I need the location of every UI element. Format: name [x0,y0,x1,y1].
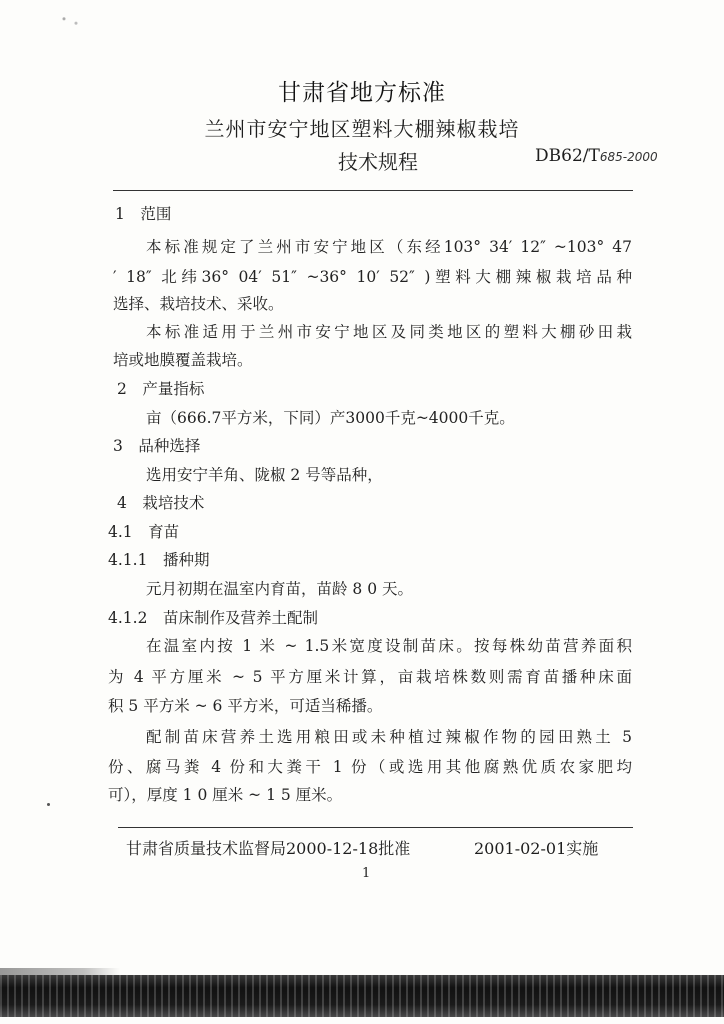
scan-noise [55,10,85,32]
section-2-paragraph: 亩（666.7平方米，下同）产3000千克~4000千克。 [146,409,515,427]
section-4-1-heading: 4.1 育苗 [108,523,180,541]
document-title: 甘肃省地方标准 [278,80,446,106]
section-4-1-1-heading: 4.1.1 播种期 [108,551,210,569]
standard-code [535,146,658,166]
section-4-1-2-paragraph-1-line-2: 为 4 平方厘米 ~ 5 平方厘米计算，亩栽培株数则需育苗播种床面 [108,668,632,686]
standard-code-handwritten: 685-2000 [599,150,658,164]
section-1-paragraph-1-line-3: 选择、栽培技术、采收。 [113,295,284,313]
section-3-paragraph: 选用安宁羊角、陇椒 2 号等品种， [146,466,383,484]
approval-text: 甘肃省质量技术监督局2000-12-18批准 [126,839,411,858]
footer-divider [118,827,633,828]
section-4-1-2-paragraph-2-line-3: 可），厚度 1 0 厘米 ~ 1 5 厘米。 [108,786,343,804]
section-1-paragraph-1-line-1: 本标准规定了兰州市安宁地区（东经103° 34′ 12″ ~103° 47 [146,238,632,256]
section-2-heading: 2 产量指标 [117,380,205,398]
section-1-paragraph-2-line-2: 培或地膜覆盖栽培。 [113,351,253,369]
scan-bottom-band [0,975,724,1017]
header-divider [113,190,633,191]
section-4-1-2-paragraph-1-line-3: 积 5 平方米 ~ 6 平方米，可适当稀播。 [108,697,383,715]
section-1-paragraph-1-line-2: ′ 18″ 北纬36° 04′ 51″ ~36° 10′ 52″ )塑料大棚辣椒栽培品种 [113,268,632,286]
section-4-1-2-paragraph-2-line-2: 份、腐马粪 4 份和大粪干 1 份（或选用其他腐熟优质农家肥均 [108,758,632,776]
scan-speck [47,803,50,806]
section-4-heading: 4 栽培技术 [117,494,205,512]
section-4-1-2-heading: 4.1.2 苗床制作及营养土配制 [108,609,318,627]
section-4-1-1-paragraph: 元月初期在温室内育苗，苗龄 8 0 天。 [146,580,414,598]
implementation-text: 2001-02-01实施 [474,839,599,858]
page-number: 1 [362,866,371,881]
standard-code-prefix: DB62/T [535,146,600,166]
section-3-heading: 3 品种选择 [113,437,201,455]
section-4-1-2-paragraph-2-line-1: 配制苗床营养土选用粮田或未种植过辣椒作物的园田熟土 5 [146,728,632,746]
document-subtitle-line1: 兰州市安宁地区塑料大棚辣椒栽培 [204,117,520,141]
section-4-1-2-paragraph-1-line-1: 在温室内按 1 米 ~ 1.5米宽度设制苗床。按每株幼苗营养面积 [146,637,632,655]
section-1-heading: 1 范围 [115,205,172,223]
section-1-paragraph-2-line-1: 本标准适用于兰州市安宁地区及同类地区的塑料大棚砂田栽 [146,323,632,341]
document-subtitle-line2: 技术规程 [338,150,418,174]
